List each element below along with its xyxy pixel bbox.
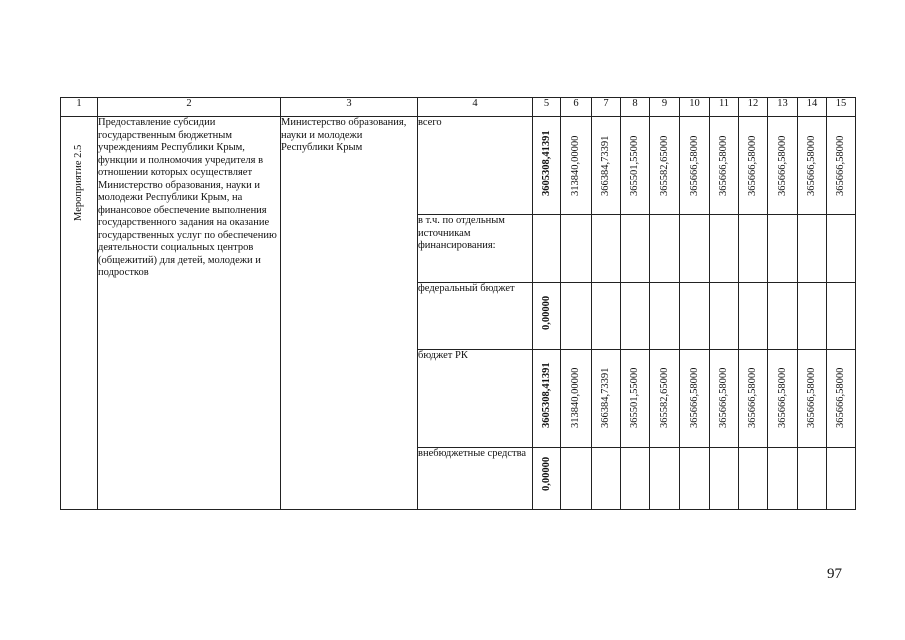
- header-cell: 13: [768, 98, 798, 117]
- value-cell: 366384,73391: [599, 135, 611, 196]
- value-cell: 365501,55000: [628, 367, 640, 429]
- header-cell: 15: [827, 98, 856, 117]
- header-row: [61, 98, 856, 117]
- value-cell: 365666,58000: [746, 135, 758, 196]
- value-cell: 365582,65000: [658, 367, 670, 429]
- value-cell: 366384,73391: [599, 367, 611, 429]
- value-cell: 365666,58000: [717, 367, 729, 429]
- header-cell: 11: [710, 98, 739, 117]
- value-cell: 365501,55000: [628, 135, 640, 196]
- value-cell: 365666,58000: [717, 135, 729, 196]
- header-cell: 2: [98, 98, 281, 117]
- value-cell: 365666,58000: [776, 135, 788, 196]
- value-cell: 3605308,41391: [540, 362, 552, 429]
- value-cell: 365666,58000: [688, 367, 700, 429]
- value-cell: 365666,58000: [834, 367, 846, 429]
- row-label: бюджет РК: [418, 349, 533, 447]
- value-cell: 365582,65000: [658, 135, 670, 196]
- row-label: федеральный бюджет: [418, 283, 533, 349]
- measure-cell: [61, 117, 98, 510]
- measure-label: Мероприятие 2.5: [72, 144, 84, 221]
- value-cell: 365666,58000: [746, 367, 758, 429]
- value-cell: 313840,00000: [569, 135, 581, 196]
- value-cell: 3605308,41391: [540, 130, 552, 196]
- header-cell: 12: [739, 98, 768, 117]
- value-cell: 313840,00000: [569, 367, 581, 429]
- executor-cell: Министерство образования, науки и молодежи Республики Крым: [281, 117, 418, 510]
- value-cell: 0,00000: [540, 456, 552, 491]
- finance-table: [60, 97, 856, 510]
- row-label: внебюджетные средства: [418, 447, 533, 509]
- header-cell: 14: [798, 98, 827, 117]
- value-cell: 365666,58000: [805, 367, 817, 429]
- value-cell: 365666,58000: [776, 367, 788, 429]
- header-cell: 5: [533, 98, 561, 117]
- value-cell: 365666,58000: [688, 135, 700, 196]
- header-cell: 7: [592, 98, 621, 117]
- row-label: в т.ч. по отдельным источникам финансирования:: [418, 215, 533, 283]
- row-label: всего: [418, 117, 533, 215]
- description-cell: Предоставление субсидии государственным бюджетным учреждениям Республики Крым, функции и полномочия учредителя в отношении которых осуществляет Министерство образования, науки и молодежи Республики Крым, на финансовое обеспечение выполнения государственного задания на оказание государственных услуг по обеспечению деятельности социальных центров (общежитий) для детей, молодежи и подростков: [98, 117, 281, 510]
- page-number: 97: [827, 566, 842, 582]
- table-row: [61, 117, 856, 215]
- header-cell: 8: [621, 98, 650, 117]
- value-cell: 365666,58000: [805, 135, 817, 196]
- header-cell: 6: [561, 98, 592, 117]
- header-cell: 3: [281, 98, 418, 117]
- value-cell: 365666,58000: [834, 135, 846, 196]
- header-cell: 1: [61, 98, 98, 117]
- header-cell: 4: [418, 98, 533, 117]
- header-cell: 10: [680, 98, 710, 117]
- value-cell: 0,00000: [540, 295, 552, 331]
- header-cell: 9: [650, 98, 680, 117]
